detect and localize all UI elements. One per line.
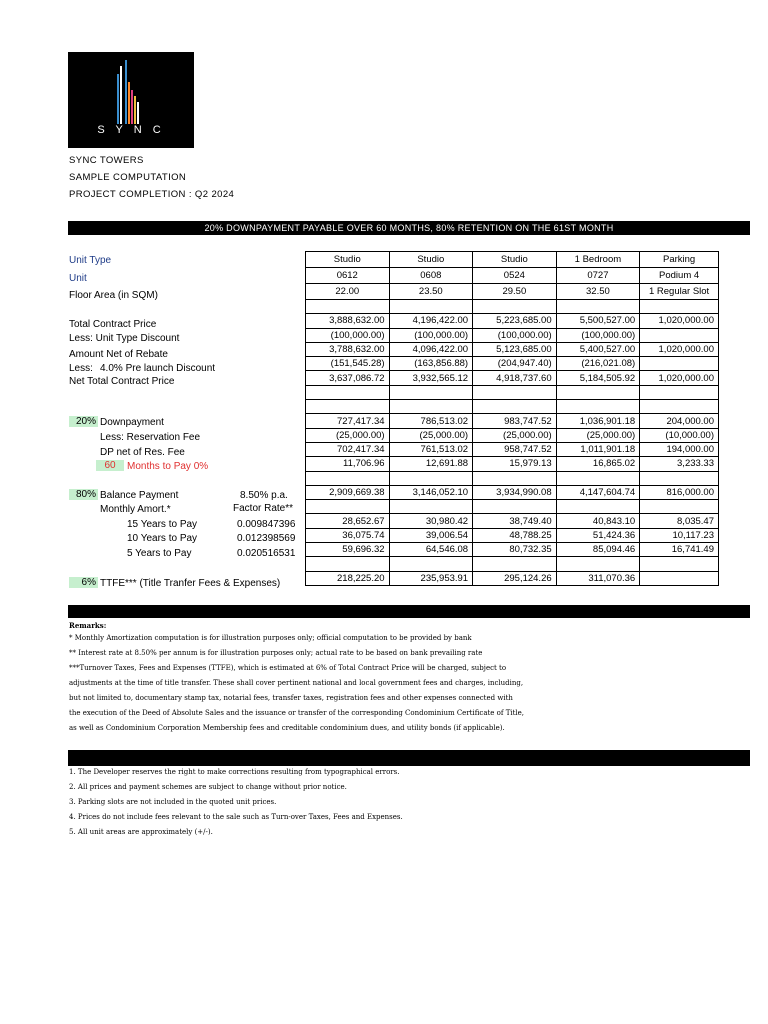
table-cell: 983,747.52 — [473, 414, 557, 428]
balance-percent: 80% — [69, 489, 98, 500]
note-item: 2. All prices and payment schemes are subject to change without prior notice. — [69, 783, 347, 791]
table-cell: (163,856.88) — [389, 357, 473, 371]
table-cell: (151,545.28) — [306, 357, 390, 371]
table-cell: 38,749.40 — [473, 514, 557, 528]
remark-line: ** Interest rate at 8.50% per annum is for illustration purposes only; actual rate to be based on bank prevailing rate — [69, 649, 483, 657]
table-cell — [473, 385, 557, 399]
sync-logo — [68, 52, 194, 148]
table-cell: (100,000.00) — [473, 328, 557, 342]
table-cell: 194,000.00 — [640, 442, 719, 456]
table-row — [306, 543, 719, 557]
note-item: 5. All unit areas are approximately (+/-). — [69, 828, 213, 836]
table-row — [306, 457, 719, 471]
table-cell: 1,020,000.00 — [640, 371, 719, 385]
note-item: 4. Prices do not include fees relevant to the sale such as Turn-over Taxes, Fees and Expenses. — [69, 813, 403, 821]
label-factor-rate: Factor Rate** — [233, 503, 294, 514]
table-cell: 15,979.13 — [473, 457, 557, 471]
table-cell: Studio — [473, 252, 557, 268]
table-row — [306, 385, 719, 399]
months-count: 60 — [96, 460, 124, 471]
remark-line: the execution of the Deed of Absolute Sales and the issuance or transfer of the corresponding Condominium Certificate of Title, — [69, 709, 525, 717]
table-cell: 204,000.00 — [640, 414, 719, 428]
table-cell — [556, 385, 640, 399]
table-cell: 295,124.26 — [473, 571, 557, 585]
table-row — [306, 284, 719, 300]
label-months-to-pay: Months to Pay 0% — [127, 461, 209, 472]
remark-line: adjustments at the time of title transfer. These shall cover pertinent national and local government fees and charges, including, — [69, 679, 524, 687]
table-cell: (25,000.00) — [556, 428, 640, 442]
label-less: Less: — [69, 363, 93, 374]
table-cell: 218,225.20 — [306, 571, 390, 585]
table-cell: Studio — [306, 252, 390, 268]
label-5-years: 5 Years to Pay — [127, 548, 192, 559]
table-cell — [556, 557, 640, 571]
label-net-rebate: Amount Net of Rebate — [69, 349, 168, 360]
table-cell — [389, 385, 473, 399]
table-row — [306, 428, 719, 442]
table-cell — [473, 471, 557, 485]
table-cell: 1,011,901.18 — [556, 442, 640, 456]
project-completion: PROJECT COMPLETION : Q2 2024 — [69, 189, 235, 200]
table-cell — [389, 557, 473, 571]
table-cell — [306, 300, 390, 314]
note-item: 3. Parking slots are not included in the quoted unit prices. — [69, 798, 277, 806]
table-cell: 3,788,632.00 — [306, 342, 390, 356]
table-cell: 39,006.54 — [389, 528, 473, 542]
payment-terms-banner: 20% DOWNPAYMENT PAYABLE OVER 60 MONTHS, 80% RETENTION ON THE 61ST MONTH — [68, 221, 750, 235]
table-cell — [389, 471, 473, 485]
table-cell: 4,096,422.00 — [389, 342, 473, 356]
table-cell: 311,070.36 — [556, 571, 640, 585]
table-row — [306, 442, 719, 456]
table-cell: 1 Bedroom — [556, 252, 640, 268]
table-cell — [556, 300, 640, 314]
label-10-years: 10 Years to Pay — [127, 533, 198, 544]
table-cell — [306, 557, 390, 571]
label-15-years: 15 Years to Pay — [127, 519, 198, 530]
table-row — [306, 252, 719, 268]
table-cell — [640, 471, 719, 485]
table-cell: (25,000.00) — [306, 428, 390, 442]
table-cell — [306, 385, 390, 399]
table-cell: 0524 — [473, 268, 557, 284]
label-unit: Unit — [69, 273, 87, 284]
table-cell — [556, 471, 640, 485]
table-cell: (100,000.00) — [306, 328, 390, 342]
table-cell — [389, 500, 473, 514]
table-cell: 5,500,527.00 — [556, 314, 640, 328]
table-cell: (10,000.00) — [640, 428, 719, 442]
table-row — [306, 371, 719, 385]
table-row — [306, 400, 719, 414]
table-cell — [640, 557, 719, 571]
ttfe-percent: 6% — [69, 577, 98, 588]
table-cell: 1 Regular Slot — [640, 284, 719, 300]
label-monthly-amort: Monthly Amort.* — [100, 504, 171, 515]
table-cell: 0612 — [306, 268, 390, 284]
table-row — [306, 268, 719, 284]
table-cell: 3,233.33 — [640, 457, 719, 471]
computation-table — [305, 251, 719, 586]
label-ttfe: TTFE*** (Title Tranfer Fees & Expenses) — [100, 578, 281, 589]
remark-line: * Monthly Amortization computation is for illustration purposes only; official computation to be provided by bank — [69, 634, 472, 642]
table-cell: 59,696.32 — [306, 543, 390, 557]
table-cell: 36,075.74 — [306, 528, 390, 542]
doc-title: SAMPLE COMPUTATION — [69, 172, 187, 183]
table-row — [306, 485, 719, 499]
table-cell: 80,732.35 — [473, 543, 557, 557]
factor-10-years: 0.012398569 — [237, 533, 296, 544]
table-cell: 786,513.02 — [389, 414, 473, 428]
table-cell: (204,947.40) — [473, 357, 557, 371]
table-row — [306, 314, 719, 328]
table-cell — [306, 500, 390, 514]
table-cell: 816,000.00 — [640, 485, 719, 499]
table-cell: 4,147,604.74 — [556, 485, 640, 499]
table-cell — [473, 300, 557, 314]
table-cell: 8,035.47 — [640, 514, 719, 528]
table-cell: 64,546.08 — [389, 543, 473, 557]
remarks-title: Remarks: — [69, 621, 107, 630]
table-cell: 1,020,000.00 — [640, 342, 719, 356]
label-ntcp: Net Total Contract Price — [69, 376, 175, 387]
project-name: SYNC TOWERS — [69, 155, 144, 166]
table-cell: 51,424.36 — [556, 528, 640, 542]
label-floor-area: Floor Area (in SQM) — [69, 290, 158, 301]
table-row — [306, 557, 719, 571]
table-cell: 28,652.67 — [306, 514, 390, 528]
table-cell: 4,918,737.60 — [473, 371, 557, 385]
table-cell: 0608 — [389, 268, 473, 284]
table-cell: 1,020,000.00 — [640, 314, 719, 328]
table-row — [306, 357, 719, 371]
table-cell: 32.50 — [556, 284, 640, 300]
factor-5-years: 0.020516531 — [237, 548, 296, 559]
interest-rate: 8.50% p.a. — [240, 490, 288, 501]
table-cell — [640, 500, 719, 514]
table-cell: 4,196,422.00 — [389, 314, 473, 328]
table-cell: 29.50 — [473, 284, 557, 300]
table-cell: Studio — [389, 252, 473, 268]
dp-percent: 20% — [69, 416, 98, 427]
table-row — [306, 571, 719, 585]
table-cell: Podium 4 — [640, 268, 719, 284]
table-cell: 16,865.02 — [556, 457, 640, 471]
notes-divider — [68, 750, 750, 766]
table-cell: 3,146,052.10 — [389, 485, 473, 499]
table-row — [306, 528, 719, 542]
table-cell: (25,000.00) — [389, 428, 473, 442]
table-cell: 3,934,990.08 — [473, 485, 557, 499]
table-cell: 958,747.52 — [473, 442, 557, 456]
table-cell: 5,223,685.00 — [473, 314, 557, 328]
label-downpayment: Downpayment — [100, 417, 164, 428]
table-cell: 702,417.34 — [306, 442, 390, 456]
table-cell: (100,000.00) — [389, 328, 473, 342]
remark-line: but not limited to, documentary stamp tax, notarial fees, transfer taxes, registration fees and other expenses connected with — [69, 694, 513, 702]
table-cell: 3,888,632.00 — [306, 314, 390, 328]
table-cell: 23.50 — [389, 284, 473, 300]
table-cell: 11,706.96 — [306, 457, 390, 471]
table-cell — [640, 357, 719, 371]
factor-15-years: 0.009847396 — [237, 519, 296, 530]
table-cell: Parking — [640, 252, 719, 268]
table-cell: 5,400,527.00 — [556, 342, 640, 356]
table-cell: 3,637,086.72 — [306, 371, 390, 385]
table-cell — [556, 500, 640, 514]
logo-text: S Y N C — [97, 124, 165, 136]
table-row — [306, 300, 719, 314]
label-prelaunch-discount: 4.0% Pre launch Discount — [100, 363, 216, 374]
table-cell: 85,094.46 — [556, 543, 640, 557]
label-unit-type: Unit Type — [69, 255, 112, 266]
label-reservation-fee: Less: Reservation Fee — [100, 432, 201, 443]
table-cell: 235,953.91 — [389, 571, 473, 585]
table-cell — [389, 300, 473, 314]
remark-line: as well as Condominium Corporation Membership fees and creditable condominium dues, and utility bonds (if applicable). — [69, 724, 505, 732]
table-cell: 16,741.49 — [640, 543, 719, 557]
table-cell — [473, 500, 557, 514]
table-cell: 12,691.88 — [389, 457, 473, 471]
table-row — [306, 514, 719, 528]
table-cell: 40,843.10 — [556, 514, 640, 528]
table-row — [306, 414, 719, 428]
table-cell — [473, 400, 557, 414]
label-tcp: Total Contract Price — [69, 319, 157, 330]
table-cell — [556, 400, 640, 414]
table-cell: 727,417.34 — [306, 414, 390, 428]
table-cell: 3,932,565.12 — [389, 371, 473, 385]
table-cell: 48,788.25 — [473, 528, 557, 542]
table-cell: 22.00 — [306, 284, 390, 300]
table-cell — [306, 471, 390, 485]
table-row — [306, 471, 719, 485]
label-less-discount: Less: Unit Type Discount — [69, 333, 180, 344]
table-cell: 1,036,901.18 — [556, 414, 640, 428]
label-balance: Balance Payment — [100, 490, 179, 501]
table-row — [306, 500, 719, 514]
table-cell — [306, 400, 390, 414]
remark-line: ***Turnover Taxes, Fees and Expenses (TTFE), which is estimated at 6% of Total Contract Price will be charged, subject to — [69, 664, 507, 672]
table-cell: 5,123,685.00 — [473, 342, 557, 356]
label-dp-net: DP net of Res. Fee — [100, 447, 185, 458]
table-cell — [473, 557, 557, 571]
table-cell: (216,021.08) — [556, 357, 640, 371]
table-cell: 2,909,669.38 — [306, 485, 390, 499]
table-cell: 761,513.02 — [389, 442, 473, 456]
table-cell: (25,000.00) — [473, 428, 557, 442]
table-row — [306, 328, 719, 342]
table-cell: 10,117.23 — [640, 528, 719, 542]
note-item: 1. The Developer reserves the right to make corrections resulting from typographical errors. — [69, 768, 400, 776]
table-cell: 0727 — [556, 268, 640, 284]
table-cell: 5,184,505.92 — [556, 371, 640, 385]
table-row — [306, 342, 719, 356]
table-cell — [640, 400, 719, 414]
table-cell — [640, 385, 719, 399]
table-cell — [640, 328, 719, 342]
table-cell — [640, 571, 719, 585]
table-cell — [640, 300, 719, 314]
table-cell: 30,980.42 — [389, 514, 473, 528]
table-cell — [389, 400, 473, 414]
table-cell: (100,000.00) — [556, 328, 640, 342]
remarks-divider — [68, 605, 750, 618]
